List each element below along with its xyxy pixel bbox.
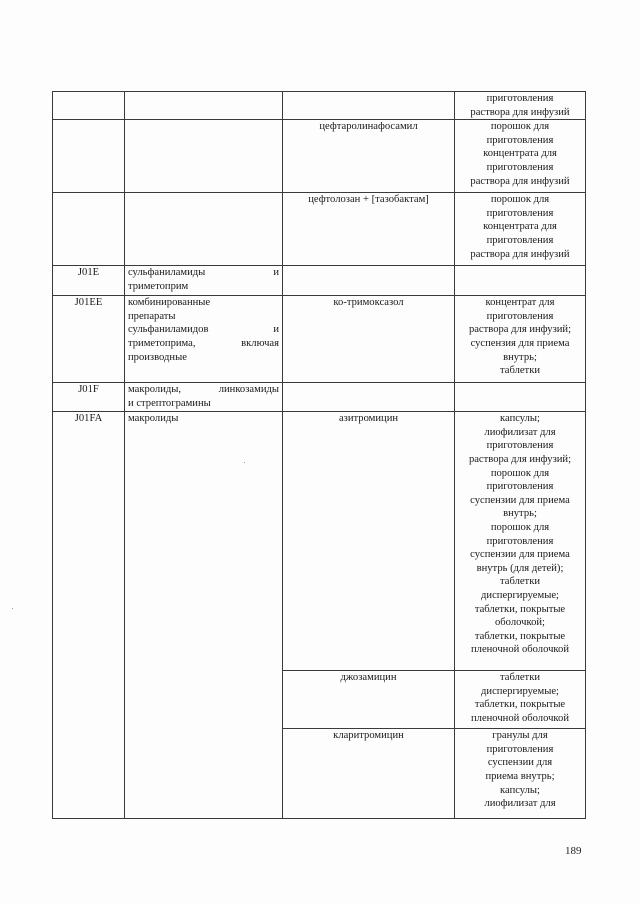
group-cell: макролиды (125, 412, 283, 819)
drug-name-cell: кларитромицин (283, 729, 455, 819)
drug-name-cell (283, 266, 455, 296)
group-cell: макролиды, линкозамиды и стрептограмины (125, 383, 283, 412)
atc-code-cell: J01E (53, 266, 125, 296)
dosage-form-cell: капсулы; лиофилизат для приготовления раствора для инфузий; порошок для приготовления суспензии для приема внутрь; порошок для приготовления суспензии для приема внутрь (для детей); таблетки диспергируемые; таблетки, покрытые оболочкой; таблетки, покрытые пленочной оболочкой (455, 412, 586, 671)
table-row (53, 193, 586, 266)
scan-speck (12, 608, 13, 609)
atc-code-cell: J01FA (53, 412, 125, 819)
group-cell: сульфаниламиды и триметоприм (125, 266, 283, 296)
table-row (53, 412, 586, 671)
dosage-form-cell: концентрат для приготовления раствора для инфузий; суспензия для приема внутрь; таблетки (455, 296, 586, 383)
group-cell (125, 120, 283, 193)
scan-speck (244, 462, 245, 463)
table-row (53, 92, 586, 120)
dosage-form-cell: приготовления раствора для инфузий (455, 92, 586, 120)
atc-code-cell (53, 92, 125, 120)
page-number: 189 (565, 845, 582, 857)
atc-code-cell: J01F (53, 383, 125, 412)
drug-table (52, 91, 586, 819)
dosage-form-cell: порошок для приготовления концентрата для приготовления раствора для инфузий (455, 120, 586, 193)
dosage-form-cell: гранулы для приготовления суспензии для приема внутрь; капсулы; лиофилизат для (455, 729, 586, 819)
dosage-form-cell (455, 383, 586, 412)
drug-name-cell: цефтаролинафосамил (283, 120, 455, 193)
dosage-form-cell: таблетки диспергируемые; таблетки, покрытые пленочной оболочкой (455, 671, 586, 729)
drug-name-cell: ко-тримоксазол (283, 296, 455, 383)
dosage-form-cell (455, 266, 586, 296)
atc-code-cell (53, 193, 125, 266)
table-row (53, 383, 586, 412)
drug-name-cell: джозамицин (283, 671, 455, 729)
table-row (53, 296, 586, 383)
drug-name-cell (283, 383, 455, 412)
table-row (53, 266, 586, 296)
group-cell: комбинированные препараты сульфаниламидов и триметоприма, включая производные (125, 296, 283, 383)
table-row (53, 120, 586, 193)
drug-name-cell (283, 92, 455, 120)
drug-name-cell: азитромицин (283, 412, 455, 671)
atc-code-cell: J01EE (53, 296, 125, 383)
drug-name-cell: цефтолозан + [тазобактам] (283, 193, 455, 266)
group-cell (125, 92, 283, 120)
group-cell (125, 193, 283, 266)
dosage-form-cell: порошок для приготовления концентрата для приготовления раствора для инфузий (455, 193, 586, 266)
atc-code-cell (53, 120, 125, 193)
